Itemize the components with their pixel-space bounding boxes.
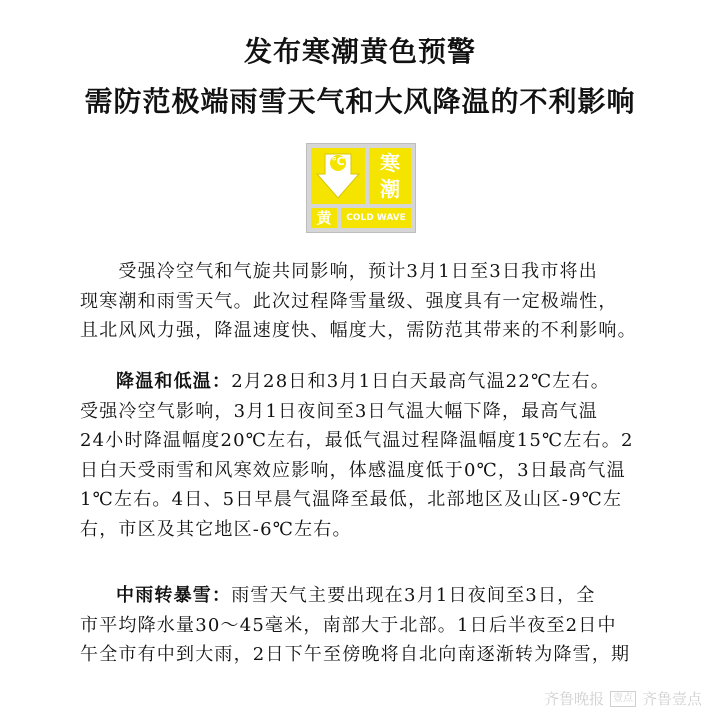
- temperature-paragraph: [80, 367, 644, 544]
- text-line: 雨雪天气主要出现在3月1日夜间至3日，全: [231, 585, 596, 606]
- publisher-watermark: [544, 688, 702, 709]
- watermark-logo-icon: 壹点: [610, 691, 636, 707]
- cold-wave-yellow-warning-sign: [306, 143, 416, 233]
- warning-type-label: COLD WAVE: [341, 208, 411, 228]
- text-line: 24小时降温幅度20℃左右，最低气温过程降温幅度15℃左右。2: [80, 430, 634, 451]
- section-heading-temperature: 降温和低温：: [116, 371, 232, 392]
- warning-title-panel: [369, 148, 411, 204]
- watermark-text: 齐鲁晚报: [543, 690, 604, 708]
- text-line: 市平均降水量30～45毫米，南部大于北部。1日后半夜至2日中: [80, 614, 617, 636]
- text-line: 且北风风力强，降温速度快、幅度大，需防范其带来的不利影响。: [80, 320, 637, 341]
- watermark-brand: 齐鲁壹点: [641, 690, 702, 708]
- text-line: 1℃左右。4日、5日早晨气温降至最低，北部地区及山区-9℃左: [80, 489, 623, 510]
- warning-char-chao: 潮: [380, 177, 400, 201]
- warning-level-label: 黄: [311, 208, 337, 228]
- text-line: 现寒潮和雨雪天气。此次过程降雪量级、强度具有一定极端性，: [80, 290, 618, 312]
- text-line: 午全市有中到大雨，2日下午至傍晚将自北向南逐渐转为降雪，期: [80, 644, 631, 665]
- warning-char-han: 寒: [380, 151, 400, 175]
- text-line: 右，市区及其它地区-6℃左右。: [80, 518, 352, 540]
- text-line: 日白天受雨雪和风寒效应影响，体感温度低于0℃，3日最高气温: [80, 459, 626, 481]
- text-line: 2月28日和3月1日白天最高气温22℃左右。: [231, 371, 610, 392]
- text-line: 受强冷空气和气旋共同影响，预计3月1日至3日我市将出: [80, 261, 598, 282]
- warning-thermometer-panel: [311, 148, 365, 204]
- headline-line-1: 发布寒潮黄色预警: [243, 35, 476, 68]
- headline-line-2: 需防范极端雨雪天气和大风降温的不利影响: [84, 85, 636, 118]
- text-line: 受强冷空气影响，3月1日夜间至3日气温大幅下降，最高气温: [80, 400, 598, 422]
- section-heading-precipitation: 中雨转暴雪：: [116, 585, 232, 606]
- precipitation-paragraph: [80, 581, 644, 670]
- celsius-symbol: ℃: [331, 155, 345, 168]
- intro-paragraph: [80, 257, 644, 346]
